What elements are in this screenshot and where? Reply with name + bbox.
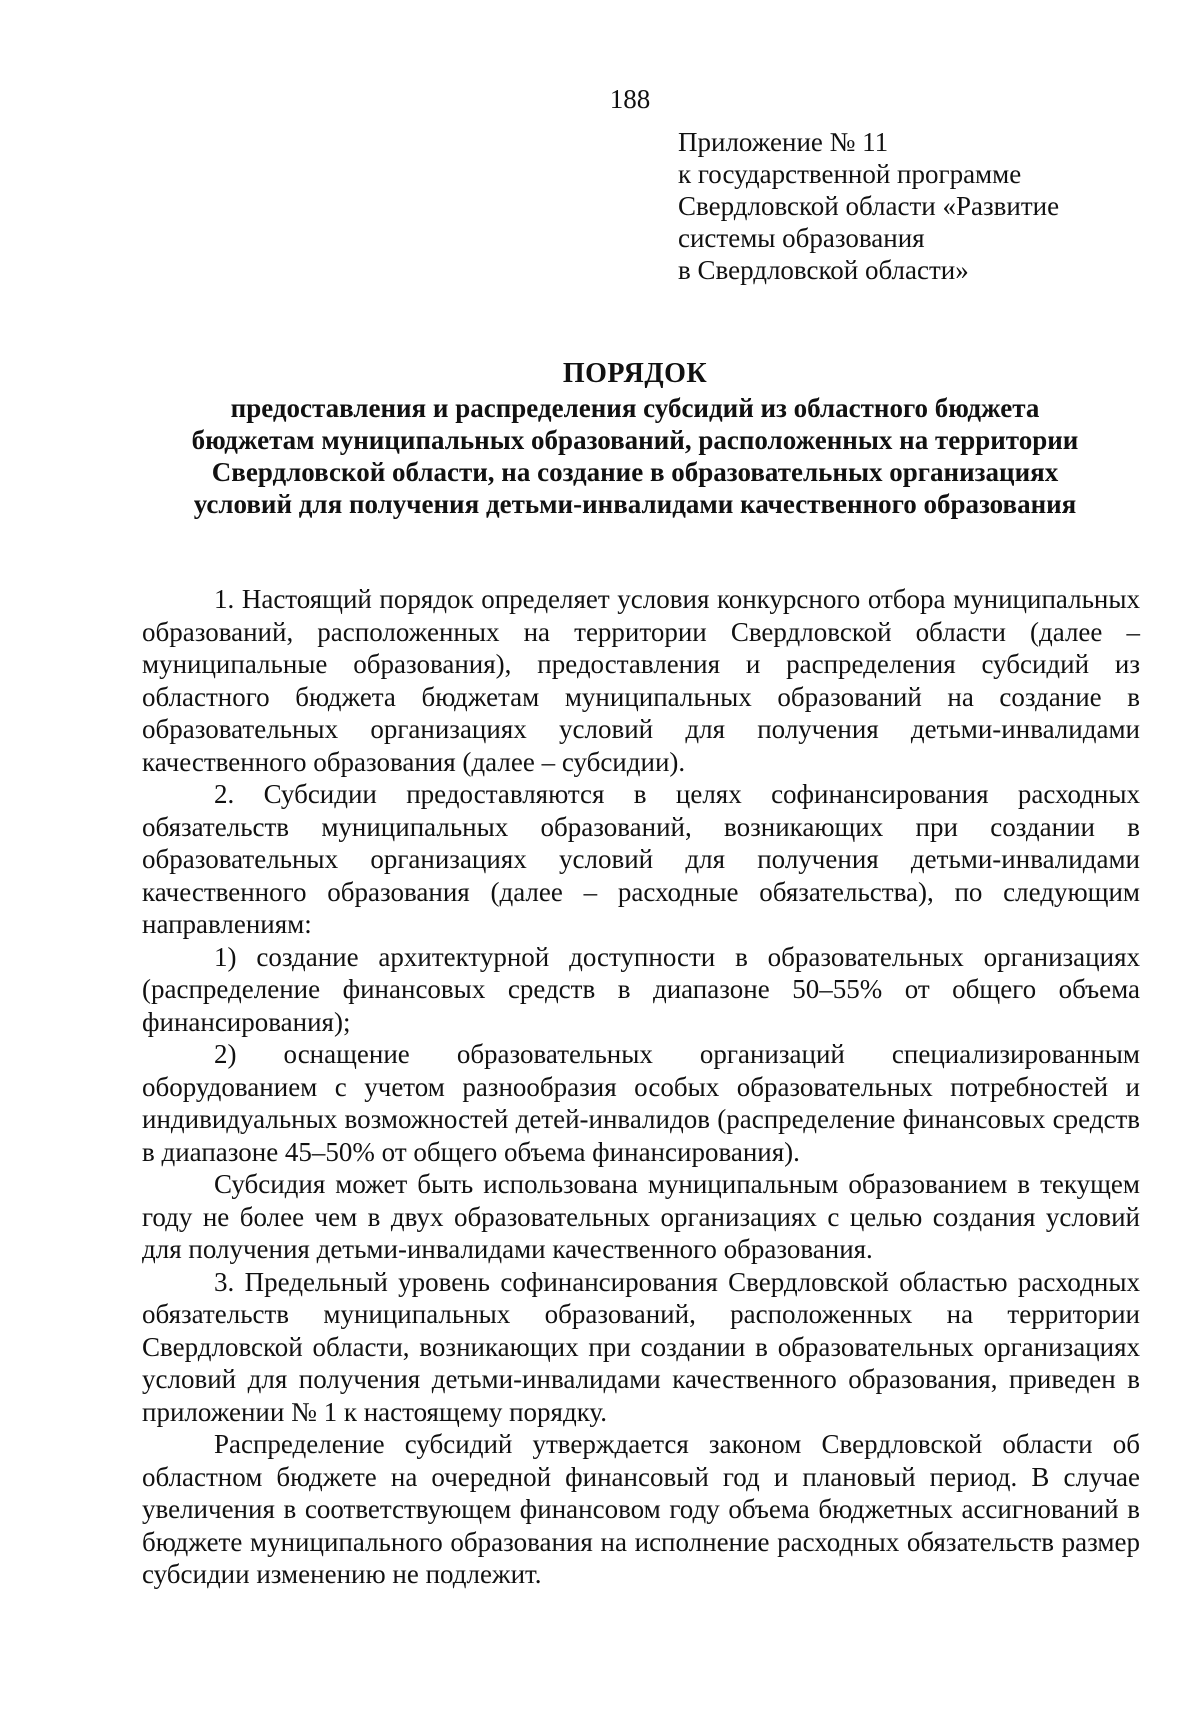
title-line: Свердловской области, на создание в образовательных организациях xyxy=(211,457,1059,487)
title-line: условий для получения детьми-инвалидами качественного образования xyxy=(193,489,1077,519)
paragraph-3: 3. Предельный уровень софинансирования Свердловской областью расходных обязательств муниципальных образований, расположенных на территории Свердловской области, возникающих при создании в образовательных организациях условий для получения детьми-инвалидами качественного образования, приведен в приложении № 1 к настоящему порядку. xyxy=(142,1266,1140,1427)
paragraph-subsidy-usage: Субсидия может быть использована муниципальным образованием в текущем году не более чем в двух образовательных организациях с целью создания условий для получения детьми-инвалидами качественного образования. xyxy=(142,1169,1140,1264)
appendix-line: системы образования xyxy=(678,223,925,253)
document-body xyxy=(142,583,1140,1591)
page-number: 188 xyxy=(609,84,651,114)
paragraph-1: 1. Настоящий порядок определяет условия конкурсного отбора муниципальных образований, расположенных на территории Свердловской области (далее – муниципальные образования), предоставления и распределения субсидий из областного бюджета бюджетам муниципальных образований на создание в образовательных организациях условий для получения детьми-инвалидами качественного образования (далее – субсидии). xyxy=(142,584,1140,777)
appendix-reference xyxy=(678,126,1158,286)
paragraph-2-item-1: 1) создание архитектурной доступности в образовательных организациях (распределение финансовых средств в диапазоне 50–55% от общего объема финансирования); xyxy=(142,941,1140,1037)
appendix-line: Приложение № 11 xyxy=(678,127,889,157)
paragraph-2: 2. Субсидии предоставляются в целях софинансирования расходных обязательств муниципальных образований, возникающих при создании в образовательных организациях условий для получения детьми-инвалидами качественного образования (далее – расходные обязательства), по следующим направлениям: xyxy=(142,779,1140,939)
appendix-line: Свердловской области «Развитие xyxy=(678,191,1060,221)
paragraph-2-item-2: 2) оснащение образовательных организаций специализированным оборудованием с учетом разнообразия особых образовательных потребностей и индивидуальных возможностей детей-инвалидов (распределение финансовых средств в диапазоне 45–50% от общего объема финансирования). xyxy=(142,1039,1140,1167)
appendix-line: в Свердловской области» xyxy=(678,255,969,285)
document-title xyxy=(130,356,1140,520)
title-line: бюджетам муниципальных образований, расположенных на территории xyxy=(191,425,1079,455)
title-line: предоставления и распределения субсидий из областного бюджета xyxy=(230,393,1040,423)
title-heading: ПОРЯДОК xyxy=(562,358,708,389)
paragraph-distribution: Распределение субсидий утверждается законом Свердловской области об областном бюджете на очередной финансовый год и плановый период. В случае увеличения в соответствующем финансовом году объема бюджетных ассигнований в бюджете муниципального образования на исполнение расходных обязательств размер субсидии изменению не подлежит. xyxy=(142,1429,1140,1589)
appendix-line: к государственной программе xyxy=(678,159,1022,189)
